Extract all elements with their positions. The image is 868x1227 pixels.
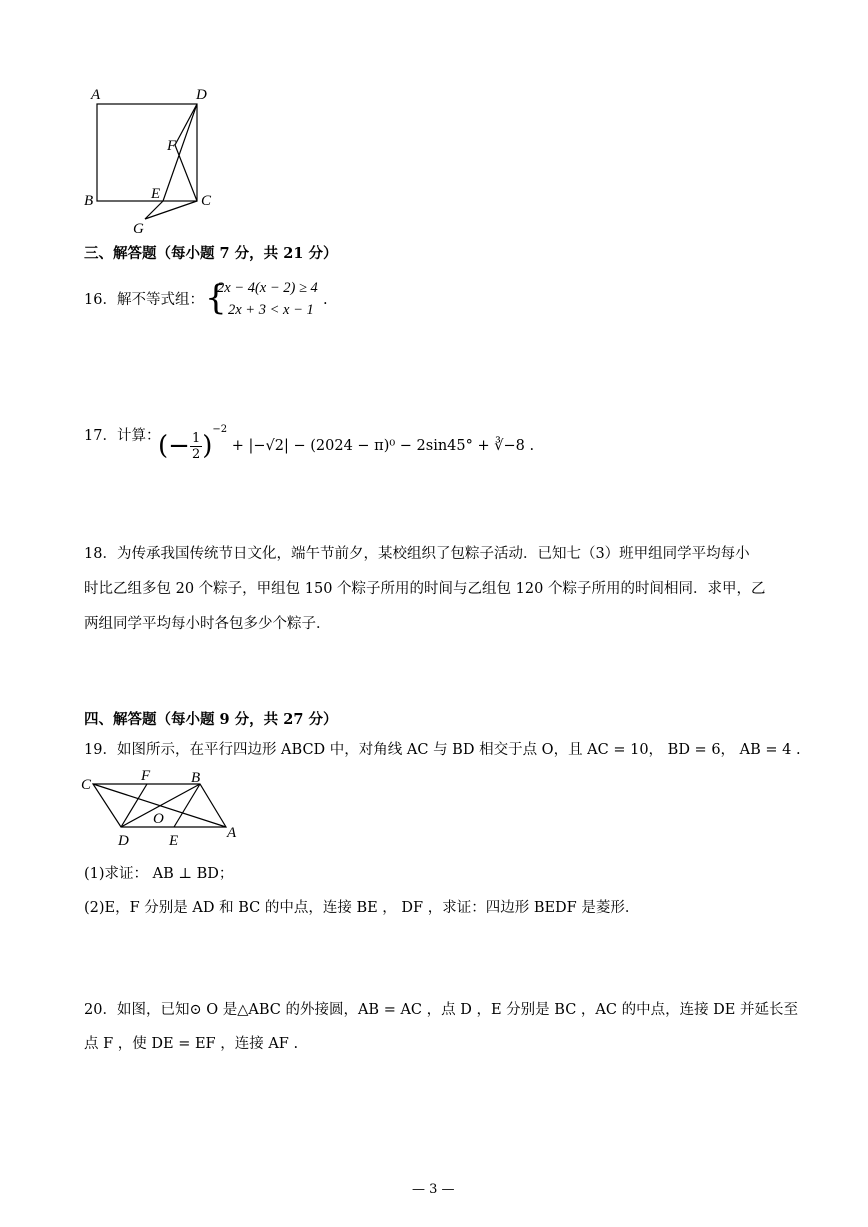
- square-abcd: [97, 104, 197, 201]
- q20-line1: 20．如图，已知⊙ O 是△ABC 的外接圆，AB = AC ，点 D ，E 分别是 BC ，AC 的中点，连接 DE 并延长至: [84, 1002, 799, 1018]
- q17-paren-right: ): [202, 431, 213, 461]
- segment-gc: [145, 201, 197, 219]
- parallelogram-figure: [78, 764, 248, 852]
- square-figure: [78, 82, 228, 242]
- q17-frac-num: 1: [191, 430, 201, 446]
- section4-heading: 四、解答题（每小题 9 分，共 27 分）: [84, 711, 338, 728]
- segment-fd: [175, 104, 197, 145]
- label-f: F: [167, 138, 177, 154]
- label-c: C: [81, 777, 92, 793]
- q17-fraction: [190, 431, 202, 462]
- label-e: E: [169, 833, 179, 849]
- label-g: G: [133, 221, 144, 237]
- q18-line2: 时比乙组多包 20 个粽子，甲组包 150 个粽子所用的时间与乙组包 120 个粽子所用的时间相同．求甲，乙: [84, 581, 766, 597]
- q16-prefix: 16．解不等式组：: [84, 292, 204, 308]
- label-d: D: [196, 87, 207, 103]
- q17-expression: [158, 420, 534, 462]
- q16-suffix: .: [323, 292, 328, 308]
- q18-line3: 两组同学平均每小时各包多少个粽子．: [84, 616, 331, 632]
- segment-fc: [175, 145, 197, 201]
- label-b: B: [84, 193, 94, 209]
- q17-exponent: −2: [212, 424, 228, 435]
- q19-part2: (2)E，F 分别是 AD 和 BC 的中点，连接 BE ， DF ，求证：四边形 BEDF 是菱形．: [84, 900, 640, 916]
- label-b: B: [191, 770, 201, 786]
- q17-paren-left: (−: [158, 431, 190, 461]
- q17-prefix: 17．计算：: [84, 428, 161, 444]
- q18-line1: 18．为传承我国传统节日文化，端午节前夕，某校组织了包粽子活动．已知七（3）班甲组同学平均每小: [84, 546, 750, 562]
- label-a: A: [227, 825, 237, 841]
- q16-brace: {: [205, 278, 227, 318]
- q16-line2: 2x + 3 < x − 1: [228, 302, 314, 318]
- q16-line1: 2x − 4(x − 2) ≥ 4: [217, 280, 318, 296]
- q19-stem: 19．如图所示，在平行四边形 ABCD 中，对角线 AC 与 BD 相交于点 O，且 AC = 10， BD = 6， AB = 4 .: [84, 742, 801, 758]
- label-e: E: [151, 186, 161, 202]
- label-c: C: [201, 193, 212, 209]
- section3-heading: 三、解答题（每小题 7 分，共 21 分）: [84, 245, 338, 262]
- label-d: D: [118, 833, 129, 849]
- page-number: — 3 —: [412, 1182, 455, 1197]
- label-o: O: [153, 811, 164, 827]
- q19-part1: (1)求证： AB ⊥ BD；: [84, 866, 234, 882]
- label-a: A: [91, 87, 101, 103]
- q20-line2: 点 F ，使 DE = EF ，连接 AF .: [84, 1036, 299, 1052]
- q17-frac-den: 2: [191, 446, 201, 462]
- q17-rest: + |−√2| − (2024 − π)⁰ − 2sin45° + ∛−8 .: [231, 438, 535, 454]
- label-f: F: [141, 768, 151, 784]
